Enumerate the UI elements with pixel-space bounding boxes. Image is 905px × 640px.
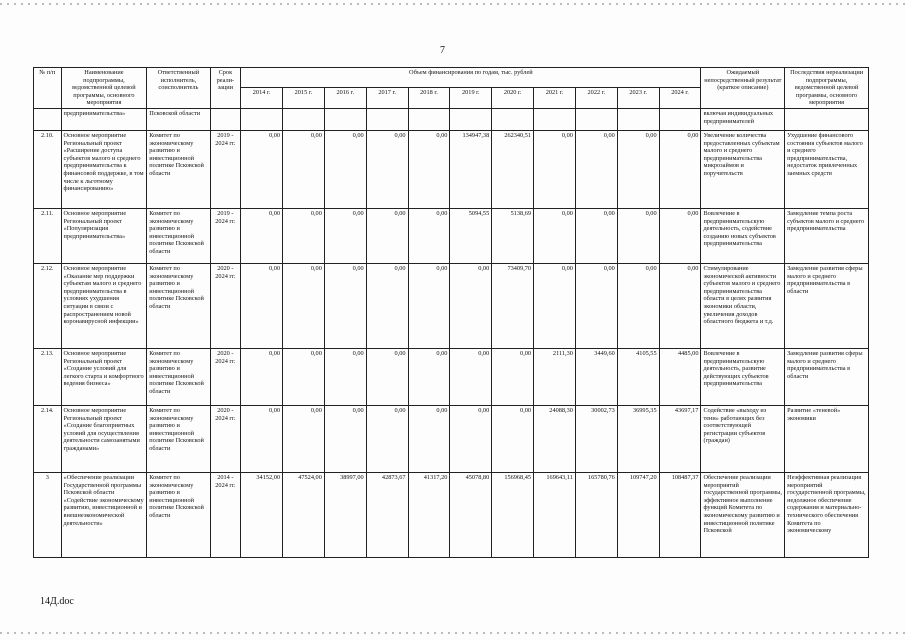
result-cell: включая индивидуальных предпринимателей <box>701 108 785 130</box>
funding-value: 5138,69 <box>492 208 534 263</box>
funding-value: 0,00 <box>366 208 408 263</box>
funding-value: 0,00 <box>617 130 659 208</box>
header-year: 2021 г. <box>534 88 576 108</box>
funding-value: 0,00 <box>534 208 576 263</box>
executor-cell: Псковской области <box>147 108 210 130</box>
measure-name: Основное мероприятие Региональный проект «Создание благоприятных условий для осуществления деятельности самозанятыми гражданами» <box>61 405 147 472</box>
header-year: 2017 г. <box>366 88 408 108</box>
header-year: 2024 г. <box>659 88 701 108</box>
funding-value: 30002,73 <box>575 405 617 472</box>
footer-filename: 14Д.doc <box>40 596 74 607</box>
header-year: 2019 г. <box>450 88 492 108</box>
table-row <box>34 130 869 208</box>
header-year: 2015 г. <box>283 88 325 108</box>
funding-value: 41317,20 <box>408 472 450 557</box>
funding-value: 0,00 <box>534 263 576 348</box>
executor-cell: Комитет по экономическому развитию и инвестиционной политике Псковской области <box>147 130 210 208</box>
funding-value: 0,00 <box>241 405 283 472</box>
measure-name: Основное мероприятие Региональный проект «Популяризация предпринимательства» <box>61 208 147 263</box>
funding-value: 134947,38 <box>450 130 492 208</box>
table-row <box>34 405 869 472</box>
row-number: 2.11. <box>34 208 62 263</box>
funding-value: 47524,00 <box>283 472 325 557</box>
result-cell: Вовлечение в предпринимательскую деятельность, развитие действующих субъектов предпринимательства <box>701 348 785 405</box>
table-row <box>34 108 869 130</box>
scan-edge-bottom <box>0 632 905 634</box>
funding-value: 0,00 <box>408 208 450 263</box>
consequences-cell: Замедление развития сферы малого и среднего предпринимательства в области <box>785 348 869 405</box>
funding-value <box>659 108 701 130</box>
funding-value: 0,00 <box>324 208 366 263</box>
measure-name: предпринимательства» <box>61 108 147 130</box>
header-consequences: Последствия нереализации подпрограммы, ведомственной целевой программы, основного мероприятия <box>785 68 869 109</box>
measure-name: Основное мероприятие Региональный проект «Расширение доступа субъектов малого и среднего предпринимательства к финансовой поддержке, в том числе к льготному финансированию» <box>61 130 147 208</box>
funding-value: 36995,35 <box>617 405 659 472</box>
funding-value: 169643,11 <box>534 472 576 557</box>
result-cell: Вовлечение в предпринимательскую деятельность, содействие созданию новых субъектов предпринимательства <box>701 208 785 263</box>
funding-value: 45078,80 <box>450 472 492 557</box>
consequences-cell <box>785 108 869 130</box>
funding-value: 109747,20 <box>617 472 659 557</box>
page-number: 7 <box>440 45 445 56</box>
executor-cell: Комитет по экономическому развитию и инвестиционной политике Псковской области <box>147 472 210 557</box>
funding-value: 0,00 <box>324 263 366 348</box>
term-cell: 2019 - 2024 гг. <box>210 208 241 263</box>
funding-value: 0,00 <box>241 208 283 263</box>
header-year: 2020 г. <box>492 88 534 108</box>
funding-value: 0,00 <box>324 130 366 208</box>
funding-value: 0,00 <box>366 348 408 405</box>
funding-value: 0,00 <box>283 348 325 405</box>
funding-value: 0,00 <box>283 263 325 348</box>
measure-name: «Обеспечение реализации Государственной программы Псковской области «Содействие экономическому развитию, инвестиционной и внешнеэкономической деятельности» <box>61 472 147 557</box>
header-executor: Ответственный исполнитель, соисполнитель <box>147 68 210 109</box>
funding-value: 0,00 <box>450 263 492 348</box>
consequences-cell: Замедление развития сферы малого и среднего предпринимательства в области <box>785 263 869 348</box>
executor-cell: Комитет по экономическому развитию и инвестиционной политике Псковской области <box>147 405 210 472</box>
header-funding: Объем финансирования по годам, тыс. рублей <box>241 68 701 88</box>
funding-value: 0,00 <box>408 348 450 405</box>
measure-name: Основное мероприятие «Оказание мер поддержки субъектам малого и среднего предпринимательства в условиях ухудшения ситуации в связи с распространением новой коронавирусной инфекции» <box>61 263 147 348</box>
row-number: 2.10. <box>34 130 62 208</box>
term-cell: 2014 - 2024 гг. <box>210 472 241 557</box>
funding-value: 0,00 <box>575 130 617 208</box>
funding-value <box>241 108 283 130</box>
funding-value: 165780,76 <box>575 472 617 557</box>
table-body <box>34 108 869 557</box>
funding-value: 0,00 <box>659 263 701 348</box>
funding-value: 0,00 <box>324 348 366 405</box>
funding-value <box>450 108 492 130</box>
consequences-cell: Неэффективная реализация мероприятий государственной программы, недолжное обеспечение содержания и материально-технического обеспечения Комитета по экономическому <box>785 472 869 557</box>
funding-value: 0,00 <box>575 263 617 348</box>
funding-value: 0,00 <box>492 405 534 472</box>
consequences-cell: Ухудшение финансового состояния субъектов малого и среднего предпринимательства, недостаток привлеченных заемных средств <box>785 130 869 208</box>
funding-value <box>283 108 325 130</box>
header-year: 2023 г. <box>617 88 659 108</box>
executor-cell: Комитет по экономическому развитию и инвестиционной политике Псковской области <box>147 208 210 263</box>
term-cell <box>210 108 241 130</box>
funding-value: 2111,30 <box>534 348 576 405</box>
term-cell: 2020 - 2024 гг. <box>210 263 241 348</box>
header-no: № п/п <box>34 68 62 109</box>
funding-value: 0,00 <box>450 405 492 472</box>
funding-value: 0,00 <box>450 348 492 405</box>
funding-value <box>617 108 659 130</box>
header-term: Срок реали-зации <box>210 68 241 109</box>
funding-value: 156968,45 <box>492 472 534 557</box>
result-cell: Содействие «выходу из тени» работающих без соответствующей регистрации субъектов (граждан) <box>701 405 785 472</box>
funding-value: 0,00 <box>241 348 283 405</box>
funding-value: 0,00 <box>408 405 450 472</box>
scan-edge-top <box>0 3 905 5</box>
funding-value: 262340,51 <box>492 130 534 208</box>
header-year: 2016 г. <box>324 88 366 108</box>
funding-value: 0,00 <box>659 208 701 263</box>
term-cell: 2020 - 2024 гг. <box>210 405 241 472</box>
funding-value: 38997,00 <box>324 472 366 557</box>
row-number: 2.13. <box>34 348 62 405</box>
funding-value: 0,00 <box>408 130 450 208</box>
funding-value: 0,00 <box>366 130 408 208</box>
funding-value: 0,00 <box>575 208 617 263</box>
funding-value: 4485,00 <box>659 348 701 405</box>
funding-value: 5094,55 <box>450 208 492 263</box>
header-year: 2014 г. <box>241 88 283 108</box>
funding-value: 0,00 <box>241 130 283 208</box>
funding-value <box>492 108 534 130</box>
funding-value: 24088,30 <box>534 405 576 472</box>
funding-value: 0,00 <box>534 130 576 208</box>
result-cell: Увеличение количества предоставленных субъектам малого и среднего предпринимательства микрозаймов и поручительств <box>701 130 785 208</box>
header-result: Ожидаемый непосредственный результат (краткое описание) <box>701 68 785 109</box>
funding-value <box>366 108 408 130</box>
table-row <box>34 208 869 263</box>
funding-value: 34152,00 <box>241 472 283 557</box>
funding-value: 4105,55 <box>617 348 659 405</box>
measure-name: Основное мероприятие Региональный проект «Создание условий для легкого старта и комфортного ведения бизнеса» <box>61 348 147 405</box>
row-number: 2.14. <box>34 405 62 472</box>
funding-value <box>534 108 576 130</box>
funding-value <box>575 108 617 130</box>
funding-value: 73409,70 <box>492 263 534 348</box>
row-number: 2.12. <box>34 263 62 348</box>
funding-value: 108487,37 <box>659 472 701 557</box>
header-year: 2018 г. <box>408 88 450 108</box>
funding-value: 0,00 <box>324 405 366 472</box>
table-row <box>34 263 869 348</box>
executor-cell: Комитет по экономическому развитию и инвестиционной политике Псковской области <box>147 348 210 405</box>
header-name: Наименование подпрограммы, ведомственной целевой программы, основного мероприятия <box>61 68 147 109</box>
funding-value: 3449,60 <box>575 348 617 405</box>
funding-value: 0,00 <box>283 405 325 472</box>
funding-value: 0,00 <box>283 130 325 208</box>
result-cell: Обеспечение реализации мероприятий государственной программы, эффективное выполнение функций Комитета по экономическому развитию и инвестиционной политике Псковской <box>701 472 785 557</box>
header-year: 2022 г. <box>575 88 617 108</box>
funding-value: 0,00 <box>617 263 659 348</box>
term-cell: 2020 - 2024 гг. <box>210 348 241 405</box>
funding-value: 42873,67 <box>366 472 408 557</box>
result-cell: Стимулирование экономической активности субъектов малого и среднего предпринимательства области в целях развития экономики области, увеличения доходов областного бюджета и т.д. <box>701 263 785 348</box>
term-cell: 2019 - 2024 гг. <box>210 130 241 208</box>
row-number: 3 <box>34 472 62 557</box>
table-row <box>34 472 869 557</box>
executor-cell: Комитет по экономическому развитию и инвестиционной политике Псковской области <box>147 263 210 348</box>
consequences-cell: Замедление темпа роста субъектов малого и среднего предпринимательства <box>785 208 869 263</box>
funding-value <box>324 108 366 130</box>
funding-value: 0,00 <box>366 405 408 472</box>
funding-value <box>408 108 450 130</box>
table-row <box>34 348 869 405</box>
funding-value: 0,00 <box>241 263 283 348</box>
funding-value: 0,00 <box>617 208 659 263</box>
funding-table <box>33 67 869 558</box>
funding-value: 43697,17 <box>659 405 701 472</box>
funding-value: 0,00 <box>492 348 534 405</box>
row-number <box>34 108 62 130</box>
funding-value: 0,00 <box>366 263 408 348</box>
consequences-cell: Развитие «теневой» экономики <box>785 405 869 472</box>
funding-value: 0,00 <box>283 208 325 263</box>
funding-value: 0,00 <box>659 130 701 208</box>
funding-value: 0,00 <box>408 263 450 348</box>
